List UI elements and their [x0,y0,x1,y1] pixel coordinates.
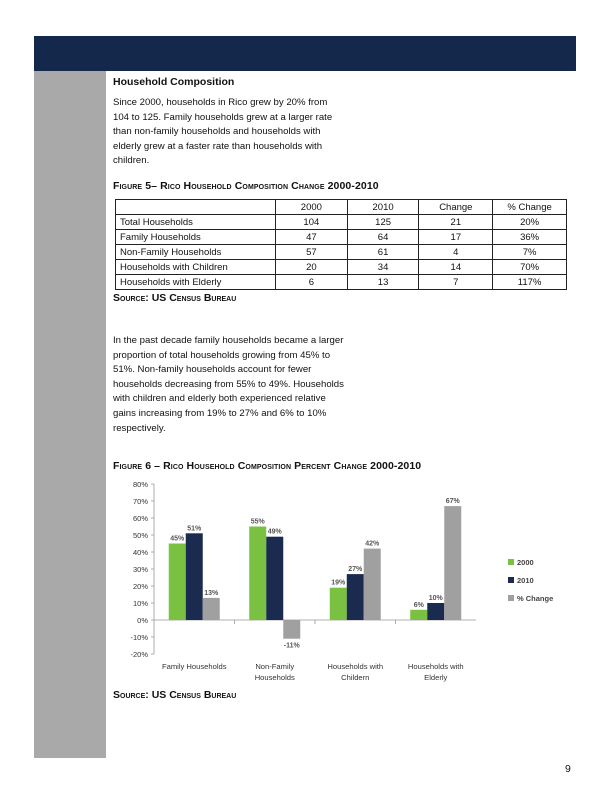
bar-2000 [330,588,347,620]
table-header-cell: 2000 [275,200,347,215]
side-bar [34,71,106,758]
table-cell: 104 [275,215,347,230]
data-label: 13% [204,589,219,597]
figure5-caption: Figure 5– Rico Household Composition Change 2000-2010 [113,180,379,192]
y-tick-label: 10% [132,599,148,608]
table-cell: 117% [493,275,567,290]
data-label: 27% [348,566,363,574]
y-tick-label: -20% [130,650,148,659]
bar-2000 [410,610,427,620]
table-cell: Households with Elderly [116,275,276,290]
analysis-paragraph: In the past decade family households became a larger proportion of total households growing from 45% to 51%. Non-family households account for fewer households decreasing from 55% to 49%. Households with children and elderly both experienced relative gains increasing from 19% to 27% and 6% to 10% respectively. [113,335,344,434]
table-cell: 7 [419,275,493,290]
data-label: 67% [445,498,460,506]
table-cell: 21 [419,215,493,230]
figure6-caption: Figure 6 – Rico Household Composition Percent Change 2000-2010 [113,460,422,472]
table-header-cell: 2010 [347,200,419,215]
table-row [116,215,567,230]
legend-label: 2000 [517,558,534,567]
household-composition-table [115,199,567,290]
table-header-cell [116,200,276,215]
y-tick-label: 60% [132,514,148,523]
table-row [116,260,567,275]
x-category-label: Childern [341,673,370,682]
table-cell: 14 [419,260,493,275]
figure5-source: Source: US Census Bureau [113,292,237,304]
bar-2010 [266,537,283,620]
table-cell: 20% [493,215,567,230]
legend-swatch [508,577,514,583]
table-cell: 13 [347,275,419,290]
data-label: 6% [413,601,424,609]
bar-change [444,506,461,620]
table-cell: Family Households [116,230,276,245]
y-tick-label: -10% [130,633,148,642]
x-category-label: Elderly [424,673,448,682]
y-tick-label: 70% [132,497,148,506]
data-label: 19% [331,579,346,587]
table-cell: 47 [275,230,347,245]
table-cell: Total Households [116,215,276,230]
x-category-label: Households with [327,662,384,671]
table-cell: 61 [347,245,419,260]
legend-label: % Change [517,594,554,603]
y-tick-label: 0% [137,616,148,625]
figure6-source: Source: US Census Bureau [113,689,237,701]
table-header-row [116,200,567,215]
y-tick-label: 50% [132,531,148,540]
legend-swatch [508,595,514,601]
table-cell: 4 [419,245,493,260]
y-tick-label: 30% [132,565,148,574]
bar-2010 [186,533,203,620]
bar-change [283,620,300,639]
x-category-label: Households with [407,662,464,671]
data-label: 45% [170,535,185,543]
x-category-label: Households [254,673,295,682]
page-number: 9 [565,763,571,775]
table-cell: 36% [493,230,567,245]
section-title: Household Composition [113,76,235,88]
header-bar [34,36,576,71]
table-row [116,230,567,245]
household-percent-change-chart [118,476,570,686]
table-cell: 57 [275,245,347,260]
bar-change [364,549,381,620]
bar-change [203,598,220,620]
x-category-label: Family Households [161,662,227,671]
data-label: 55% [250,518,265,526]
table-cell: 64 [347,230,419,245]
intro-paragraph: Since 2000, households in Rico grew by 20% from 104 to 125. Family households grew at a larger rate than non-family households and households with elderly grew at a faster rate than households with children. [113,97,333,167]
x-category-label: Non-Family [255,662,295,671]
bar-2000 [169,544,186,621]
y-tick-label: 40% [132,548,148,557]
table-cell: 34 [347,260,419,275]
table-row [116,275,567,290]
table-cell: 17 [419,230,493,245]
legend-swatch [508,559,514,565]
table-cell: 20 [275,260,347,275]
data-label: 49% [267,528,282,536]
table-header-cell: Change [419,200,493,215]
table-cell: 6 [275,275,347,290]
data-label: 42% [365,540,380,548]
y-tick-label: 80% [132,480,148,489]
bar-2000 [249,527,266,621]
legend-label: 2010 [517,576,534,585]
y-tick-label: 20% [132,582,148,591]
bar-2010 [347,574,364,620]
table-cell: 70% [493,260,567,275]
bar-2010 [427,603,444,620]
data-label: 51% [187,525,202,533]
data-label: -11% [283,642,300,650]
table-cell: Non-Family Households [116,245,276,260]
table-cell: Households with Children [116,260,276,275]
table-header-cell: % Change [493,200,567,215]
data-label: 10% [428,595,443,602]
table-row [116,245,567,260]
table-cell: 125 [347,215,419,230]
table-cell: 7% [493,245,567,260]
